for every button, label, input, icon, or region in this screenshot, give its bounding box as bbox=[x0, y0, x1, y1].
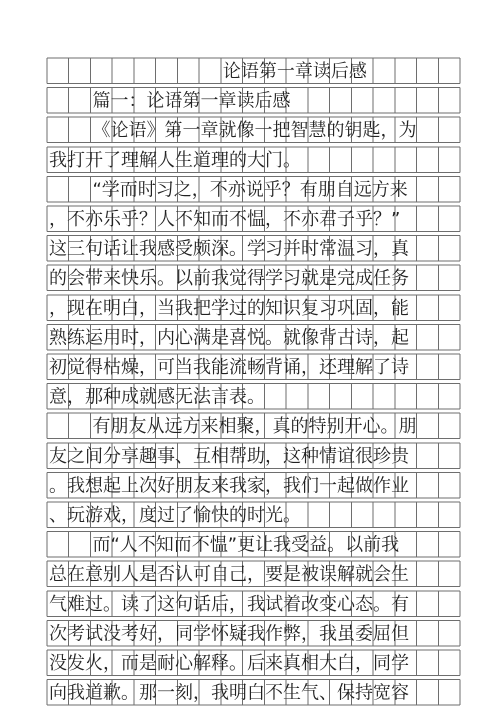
essay-line: 熟练运用时，内心满是喜悦。就像背古诗，起 bbox=[49, 327, 409, 349]
essay-line: ，不亦乐乎？人不知而不愠，不亦君子乎？” bbox=[49, 209, 401, 230]
essay-line: 这三句话让我感受颇深。学习并时常温习，真 bbox=[49, 238, 409, 260]
essay-line: 没发火，而是耐心解释。后来真相大白，同学 bbox=[49, 653, 409, 674]
essay-line: 有朋友从远方来相聚，真的特别开心。朋 bbox=[92, 416, 417, 438]
essay-line: 《论语》第一章就像一把智慧的钥匙，为 bbox=[92, 120, 417, 142]
essay-subtitle: 篇一：论语第一章读后感 bbox=[92, 90, 291, 112]
essay-line: 总在意别人是否认可自己，要是被误解就会生 bbox=[49, 564, 409, 586]
essay-title: 论语第一章读后感 bbox=[222, 61, 367, 82]
essay-line: 初觉得枯燥，可当我能流畅背诵，还理解了诗 bbox=[49, 357, 409, 378]
essay-line: 友之间分享趣事、互相帮助，这种情谊很珍贵 bbox=[49, 445, 409, 467]
essay-line: ，现在明白，当我把学过的知识复习巩固，能 bbox=[49, 297, 409, 319]
essay-line: 。我想起上次好朋友来我家，我们一起做作业 bbox=[49, 475, 409, 497]
essay-line: 而“人不知而不愠”更让我受益。以前我 bbox=[92, 534, 400, 556]
essay-line: “学而时习之，不亦说乎？有朋自远方来 bbox=[92, 179, 408, 201]
essay-line: 意，那种成就感无法言表。 bbox=[49, 386, 265, 408]
essay-line: 的会带来快乐。以前我觉得学习就是完成任务 bbox=[49, 268, 409, 290]
essay-line: 气难过。读了这句话后，我试着改变心态。有 bbox=[49, 593, 409, 615]
essay-line: 次考试没考好，同学怀疑我作弊，我虽委屈但 bbox=[49, 623, 409, 645]
essay-line: 我打开了理解人生道理的大门。 bbox=[49, 149, 301, 171]
essay-line: 向我道歉。那一刻，我明白不生气、保持宽容 bbox=[49, 682, 409, 704]
essay-line: 、玩游戏，度过了愉快的时光。 bbox=[49, 505, 301, 526]
